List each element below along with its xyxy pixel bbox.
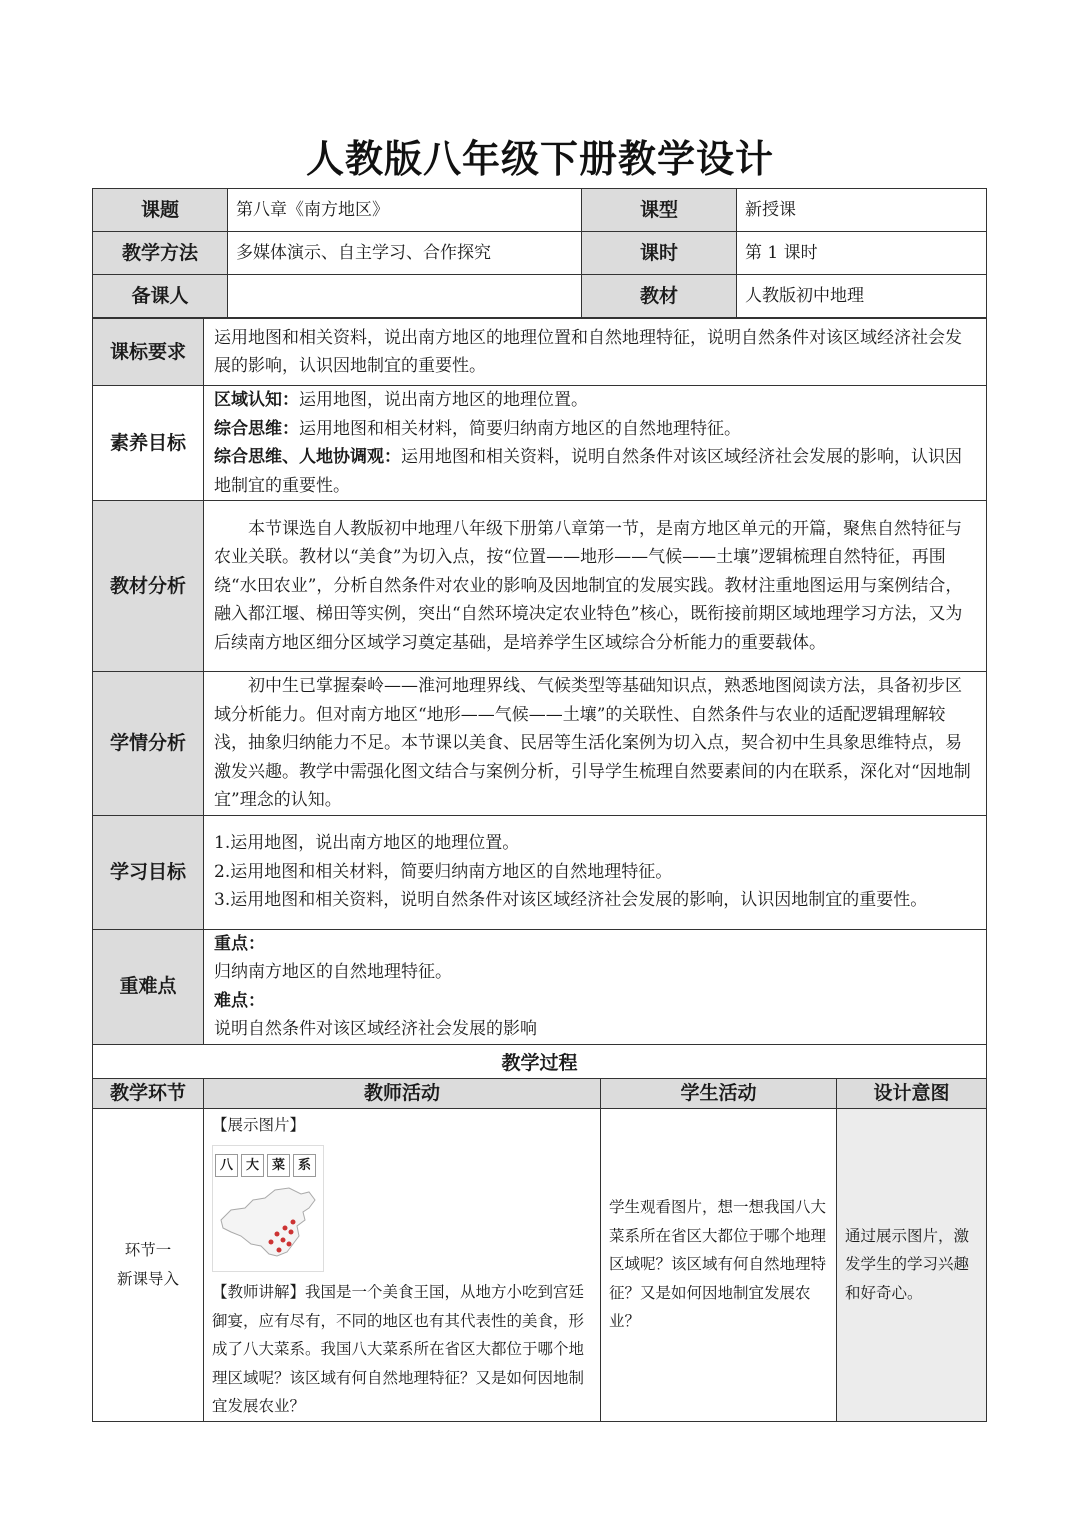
stage-name-line2: 新课导入 (116, 1269, 179, 1288)
key-points-content (204, 929, 987, 1044)
lecture-paragraph (212, 1278, 592, 1421)
topic-label: 课题 (93, 189, 228, 232)
design-intent: 通过展示图片，激发学生的学习兴趣和好奇心。 (837, 1108, 987, 1421)
preparer-label: 备课人 (93, 275, 228, 318)
standards-label: 课标要求 (93, 319, 204, 386)
literacy-label: 素养目标 (93, 386, 204, 501)
literacy-text: 运用地图和相关资料，说明自然条件对该区域经济社会发展的影响，认识因地制宜的重要性。 (214, 447, 962, 496)
method-label: 教学方法 (93, 232, 228, 275)
map-title (215, 1154, 316, 1177)
lecture-tag: 【教师讲解】 (212, 1283, 306, 1301)
objectives-list (204, 815, 987, 929)
process-header-stage: 教学环节 (93, 1079, 204, 1109)
key-point-label: 重点： (214, 933, 265, 954)
key-points-label: 重难点 (93, 929, 204, 1044)
page-title: 人教版八年级下册教学设计 (305, 137, 774, 181)
map-char: 八 (215, 1154, 238, 1177)
teacher-activity (204, 1108, 601, 1421)
literacy-key: 综合思维、人地协调观： (214, 447, 401, 467)
literacy-text: 运用地图和相关材料，简要归纳南方地区的自然地理特征。 (299, 418, 741, 439)
type-label: 课型 (582, 189, 737, 232)
standards-text: 运用地图和相关资料，说出南方地区的地理位置和自然地理特征，说明自然条件对该区域经济社会发展的影响，认识因地制宜的重要性。 (204, 319, 987, 386)
literacy-text: 运用地图，说出南方地区的地理位置。 (299, 390, 588, 410)
textbook-label: 教材 (582, 275, 737, 318)
objective-item: 2.运用地图和相关材料，简要归纳南方地区的自然地理特征。 (214, 861, 673, 882)
map-char: 系 (293, 1154, 316, 1177)
hours-label: 课时 (582, 232, 737, 275)
stage-name-line1: 环节一 (124, 1241, 172, 1259)
process-header-teacher: 教师活动 (204, 1079, 601, 1109)
difficulty-label: 难点： (214, 990, 265, 1011)
student-analysis-label: 学情分析 (93, 672, 204, 816)
key-point-text: 归纳南方地区的自然地理特征。 (214, 962, 452, 982)
preparer-value (228, 275, 582, 318)
process-title: 教学过程 (93, 1044, 987, 1082)
literacy-item (214, 386, 976, 415)
textbook-analysis-text: 本节课选自人教版初中地理八年级下册第八章第一节，是南方地区单元的开篇，聚焦自然特征与农业关联。教材以“美食”为切入点，按“位置——地形——气候——土壤”逻辑梳理自然特征，再围绕“水田农业”，分析自然条件对农业的影响及因地制宜的发展实践。教材注重地图运用与案例结合，融入都江堰、梯田等实例，突出“自然环境决定农业特色”核心，既衔接前期区域地理学习方法，又为后续南方地区细分区域学习奠定基础，是培养学生区域综合分析能力的重要载体。 (204, 501, 987, 672)
objectives-label: 学习目标 (93, 815, 204, 929)
lecture-text: 我国是一个美食王国，从地方小吃到宫廷御宴，应有尽有，不同的地区也有其代表性的美食，形成了八大菜系。我国八大菜系所在省区大都位于哪个地理区域呢？该区域有何自然地理特征？又是如何因地制宜发展农业？ (212, 1283, 585, 1415)
literacy-list (204, 386, 987, 501)
content-table (92, 318, 987, 1083)
literacy-key: 综合思维： (214, 418, 299, 439)
student-activity: 学生观看图片，想一想我国八大菜系所在省区大都位于哪个地理区域呢？该区域有何自然地理特征？又是如何因地制宜发展农业？ (601, 1108, 837, 1421)
type-value: 新授课 (737, 189, 987, 232)
textbook-value: 人教版初中地理 (737, 275, 987, 318)
show-image-tag: 【展示图片】 (212, 1115, 306, 1134)
method-value: 多媒体演示、自主学习、合作探究 (228, 232, 582, 275)
student-analysis-text: 初中生已掌握秦岭——淮河地理界线、气候类型等基础知识点，熟悉地图阅读方法，具备初步区域分析能力。但对南方地区“地形——气候——土壤”的关联性、自然条件与农业的适配逻辑理解较浅，抽象归纳能力不足。本节课以美食、民居等生活化案例为切入点，契合初中生具象思维特点，易激发兴趣。教学中需强化图文结合与案例分析，引导学生梳理自然要素间的内在联系，深化对“因地制宜”理念的认知。 (204, 672, 987, 816)
map-char: 菜 (267, 1154, 290, 1177)
info-table (92, 188, 987, 318)
hours-value: 第 1 课时 (737, 232, 987, 275)
stage-name (93, 1108, 204, 1421)
difficulty-text: 说明自然条件对该区域经济社会发展的影响 (214, 1019, 537, 1039)
eight-cuisines-map (212, 1145, 324, 1272)
objective-item: 3.运用地图和相关资料，说明自然条件对该区域经济社会发展的影响，认识因地制宜的重要性。 (214, 890, 928, 911)
literacy-item (214, 443, 976, 500)
process-header-student: 学生活动 (601, 1079, 837, 1109)
process-table (92, 1078, 987, 1422)
objective-item: 1.运用地图，说出南方地区的地理位置。 (214, 833, 520, 854)
textbook-analysis-label: 教材分析 (93, 501, 204, 672)
china-map-icon (213, 1182, 321, 1270)
literacy-item (214, 415, 976, 444)
topic-value: 第八章《南方地区》 (228, 189, 582, 232)
map-char: 大 (241, 1154, 264, 1177)
process-header-intent: 设计意图 (837, 1079, 987, 1109)
literacy-key: 区域认知： (214, 390, 299, 410)
